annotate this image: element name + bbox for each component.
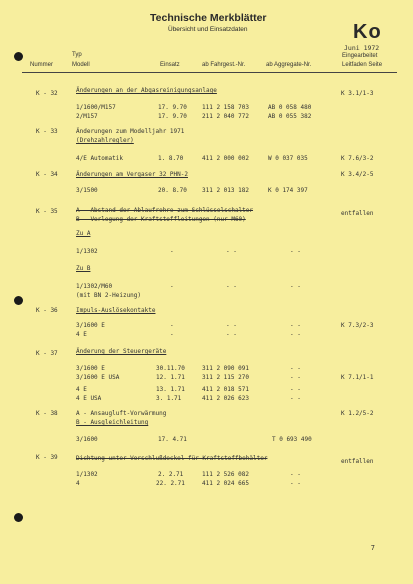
entry-number: K - 32	[36, 90, 58, 97]
row-aggregate: - -	[290, 386, 301, 393]
row-einsatz: 13. 1.71	[156, 386, 185, 393]
row-fahrgest: 411 2 024 665	[202, 480, 249, 487]
row-modell: 4 E	[76, 386, 87, 393]
col-einsatz: Einsatz	[160, 62, 180, 68]
entry-number: K - 39	[36, 454, 58, 461]
entry-leitfaden: K 3.4/2-5	[341, 171, 374, 178]
col-nummer: Nummer	[30, 62, 54, 68]
row-fahrgest: 211 2 040 772	[202, 113, 249, 120]
row-fahrgest: 311 2 013 182	[202, 187, 249, 194]
row-aggregate: - -	[290, 322, 301, 329]
row-fahrgest: - -	[226, 331, 237, 338]
entry-title: Änderungen am Vergaser 32 PHN-2	[76, 171, 188, 178]
entry-title: Dichtung unter Verschlußdeckel für Kraftstoffbehälter	[76, 455, 268, 462]
page-subtitle: Übersicht und Einsatzdaten	[168, 26, 248, 33]
entry-leitfaden: K 7.1/1-1	[341, 374, 374, 381]
row-fahrgest: 411 2 026 623	[202, 395, 249, 402]
entry-leitfaden: entfallen	[341, 458, 374, 465]
row-aggregate: W 0 037 035	[268, 155, 308, 162]
row-einsatz: -	[170, 283, 174, 290]
row-modell: 4 E USA	[76, 395, 102, 402]
row-einsatz: 30.11.70	[156, 365, 185, 372]
row-aggregate: T 0 693 490	[272, 436, 312, 443]
row-einsatz: 3. 1.71	[156, 395, 182, 402]
row-einsatz: 17. 9.70	[158, 104, 187, 111]
row-modell-note: (mit BN 2-Heizung)	[76, 292, 142, 299]
row-einsatz: -	[170, 331, 174, 338]
row-modell: 3/1500	[76, 187, 98, 194]
row-fahrgest: - -	[226, 322, 237, 329]
row-modell: 3/1600 E	[76, 365, 105, 372]
row-einsatz: 17. 4.71	[158, 436, 187, 443]
page-number: 7	[370, 544, 375, 552]
entry-title-2: (Drehzahlregler)	[76, 137, 134, 144]
row-modell: 3/1600 E USA	[76, 374, 120, 381]
punch-hole	[14, 296, 23, 305]
entry-number: K - 38	[36, 410, 58, 417]
row-einsatz: 22. 2.71	[156, 480, 185, 487]
row-aggregate: AB 0 058 480	[268, 104, 312, 111]
col-modell: Modell	[72, 62, 90, 68]
entry-number: K - 36	[36, 307, 58, 314]
col-typ: Typ	[72, 52, 82, 58]
sub-heading-a: Zu A	[76, 230, 91, 237]
row-fahrgest: 411 2 000 002	[202, 155, 249, 162]
row-einsatz: -	[170, 248, 174, 255]
row-aggregate: - -	[290, 365, 301, 372]
entry-title: A - Ansaugluft-Vorwärmung	[76, 410, 167, 417]
row-modell: 4/E Automatik	[76, 155, 123, 162]
issue-date: Juni 1972	[344, 44, 380, 52]
row-aggregate: - -	[290, 480, 301, 487]
row-modell: 1/1302	[76, 248, 98, 255]
row-aggregate: - -	[290, 331, 301, 338]
header-rule	[22, 72, 397, 73]
entry-leitfaden: K 7.3/2-3	[341, 322, 374, 329]
entry-title: Änderung der Steuergeräte	[76, 348, 167, 355]
row-fahrgest: 311 2 090 091	[202, 365, 249, 372]
row-einsatz: -	[170, 322, 174, 329]
row-aggregate: K 0 174 397	[268, 187, 308, 194]
row-einsatz: 1. 8.70	[158, 155, 184, 162]
row-aggregate: - -	[290, 248, 301, 255]
row-einsatz: 17. 9.70	[158, 113, 187, 120]
entry-title: Änderungen an der Abgasreinigungsanlage	[76, 87, 217, 94]
row-fahrgest: 411 2 018 571	[202, 386, 249, 393]
col-aggregate: ab Aggregate-Nr.	[266, 62, 312, 68]
row-aggregate: - -	[290, 471, 301, 478]
row-modell: 3/1600 E	[76, 322, 105, 329]
row-fahrgest: - -	[226, 283, 237, 290]
row-modell: 3/1600	[76, 436, 98, 443]
row-modell: 1/1302/M60	[76, 283, 113, 290]
entry-number: K - 37	[36, 350, 58, 357]
row-einsatz: 2. 2.71	[158, 471, 184, 478]
row-einsatz: 20. 8.70	[158, 187, 187, 194]
entry-leitfaden: K 7.6/3-2	[341, 155, 374, 162]
entry-number: K - 35	[36, 208, 58, 215]
row-aggregate: - -	[290, 283, 301, 290]
row-modell: 4	[76, 480, 80, 487]
row-aggregate: - -	[290, 395, 301, 402]
entry-leitfaden: K 1.2/5-2	[341, 410, 374, 417]
row-aggregate: AB 0 055 382	[268, 113, 312, 120]
row-einsatz: 12. 1.71	[156, 374, 185, 381]
entry-title: A - Abstand der Ablaufrohre zum Schlüsselschalter	[76, 207, 254, 214]
entry-title: Änderungen zum Modelljahr 1971	[76, 128, 185, 135]
row-fahrgest: 311 2 115 270	[202, 374, 249, 381]
row-fahrgest: - -	[226, 248, 237, 255]
punch-hole	[14, 513, 23, 522]
entry-number: K - 33	[36, 128, 58, 135]
row-modell: 4 E	[76, 331, 87, 338]
row-modell: 2/M157	[76, 113, 98, 120]
row-fahrgest: 111 2 158 703	[202, 104, 249, 111]
row-modell: 1/1302	[76, 471, 98, 478]
page-title: Technische Merkblätter	[150, 12, 267, 24]
entry-leitfaden: entfallen	[341, 210, 374, 217]
entry-number: K - 34	[36, 171, 58, 178]
entry-title-2: B - Verlegung der Kraftstoffleitungen (nur M60)	[76, 216, 246, 223]
entry-title: Impuls-Auslösekontakte	[76, 307, 156, 314]
entry-leitfaden: K 3.1/1-3	[341, 90, 374, 97]
col-eingearbeitet: Eingearbeitet	[342, 53, 378, 59]
row-aggregate: - -	[290, 374, 301, 381]
col-leitfaden: Leitfaden Seite	[342, 62, 383, 68]
entry-title-2: B - Ausgleichleitung	[76, 419, 149, 426]
sub-heading-b: Zu B	[76, 265, 91, 272]
row-modell: 1/1600/M157	[76, 104, 116, 111]
row-fahrgest: 111 2 526 082	[202, 471, 249, 478]
col-fahrgest: ab Fahrgest.-Nr.	[202, 62, 246, 68]
section-logo: Ko	[353, 21, 382, 43]
punch-hole	[14, 52, 23, 61]
